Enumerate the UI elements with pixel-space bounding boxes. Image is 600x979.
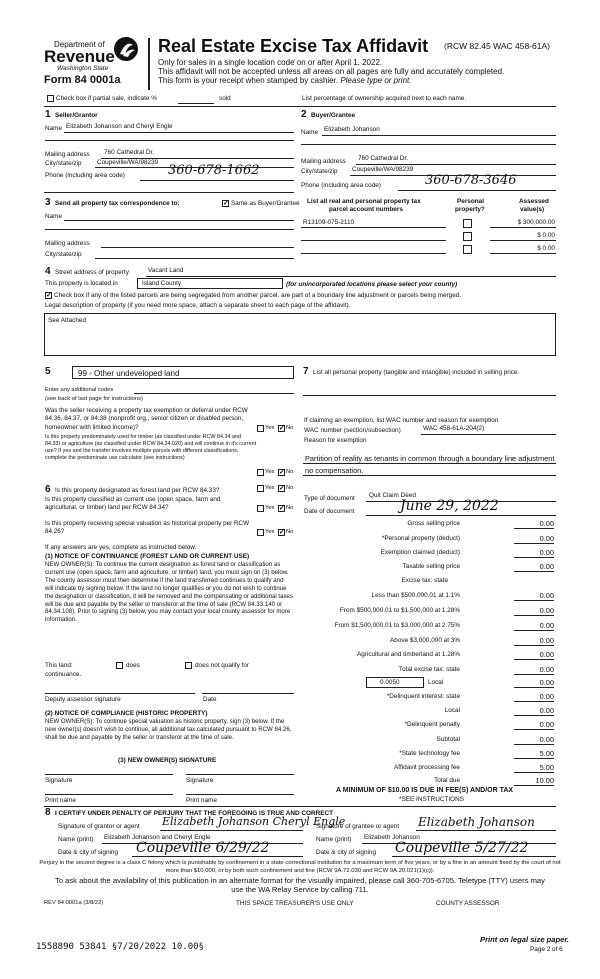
line	[132, 856, 303, 857]
page-number: Page 2 of 6	[530, 946, 563, 953]
dor-logo-icon	[113, 36, 139, 62]
parcel-value-3[interactable]: $ 0.00	[537, 245, 555, 252]
tax-value[interactable]: 5.00	[514, 749, 554, 759]
forest-yes-checkbox[interactable]	[257, 485, 264, 492]
tax-label: *State technology fee	[399, 750, 460, 757]
document-type-label: Type of document	[304, 495, 355, 502]
minimum-notice: A MINIMUM OF $10.00 IS DUE IN FEE(S) AND/OR TAX	[336, 787, 514, 794]
buyer-mail-label: Mailing address	[301, 158, 346, 165]
tax-value[interactable]: 0.00	[514, 548, 554, 558]
revision-label: REV 84 0001a (3/8/22)	[44, 900, 104, 906]
grantee-sig-label: Signature of grantee or agent	[316, 823, 400, 830]
seller-mail-label: Mailing address	[45, 151, 90, 158]
historic-no-checkbox[interactable]: ✓	[279, 529, 285, 536]
corr-name-label: Name	[45, 213, 63, 220]
line	[366, 515, 556, 516]
tax-label: Affidavit processing fee	[394, 764, 460, 771]
wac-label: WAC number (section/subsection)	[304, 427, 401, 434]
line	[490, 227, 556, 228]
grantor-sig-label: Signature of grantor or agent	[58, 823, 140, 830]
segregated-label: Check box if any of the listed parcels are being segregated from another parcel, are part of a boundary line adjustment or parcels being merged.	[54, 292, 462, 299]
line	[140, 180, 294, 181]
section-7-number: 7	[303, 366, 309, 377]
parcel-header-1b: parcel account numbers	[329, 206, 403, 213]
owner-print-field-1[interactable]	[45, 794, 173, 795]
line	[301, 253, 446, 254]
timber-question: Is this property predominately used for timber (as classified under RCW 84.34 and 84.33) or agriculture (as classified under RCW 84.34.020) and will continue in it's current use? If yes and the transfer involves multiple parcels with different classifications, complete the predominate use calculator (see instructions)	[45, 434, 257, 461]
no-label: No	[286, 529, 294, 535]
grantor-date-city[interactable]: Coupeville 6/29/22	[136, 840, 270, 856]
tax-label: Local	[428, 679, 444, 686]
tax-value[interactable]: 0.00	[514, 591, 554, 601]
tax-label: Local	[444, 707, 460, 714]
form-citation: (RCW 82.45 WAC 458-61A)	[444, 41, 550, 51]
buyer-mail[interactable]: 760 Cathedral Dr.	[358, 155, 409, 162]
notice-1-text: NEW OWNER(S): To continue the current designation as forest land or classification as current use (open space, farm and agriculture, or timber) land, you must sign on (3) below. The county assessor must then determine if the land transferred continues to qualify and will indicate by signing below. If the land no longer qualifies or you do not wish to continue the designation or classification, it will be removed and the compensating or additional taxes will be due and payable by the seller or transferor at the time of sale (RCW 84.33.140 or 84.34.108). Prior to signing (3) below, you may contact your local county assessor for more information.	[45, 561, 293, 624]
line	[64, 132, 294, 133]
exemption-question: Was the seller receiving a property tax exemption or deferral under RCW 84.36, 84.37, or 84.38 (nonprofit org., senior citizen or disabled person, homeowner with limited income)?	[45, 407, 248, 431]
current-use-question: Is this property classified as current use (open space, farm and agricultural, or timber) land per RCW 84.34?	[45, 496, 221, 512]
street-label: Street address of property	[55, 269, 129, 276]
exemption-label: If claiming an exemption, list WAC number and reason for exemption	[304, 417, 499, 424]
state-label: Washington State	[57, 65, 109, 72]
line	[416, 830, 556, 831]
buyer-phone[interactable]: 360-678-3646	[425, 173, 517, 188]
parcel-value-1[interactable]: $ 300,000.00	[517, 219, 555, 226]
line	[392, 856, 556, 857]
reason-label: Reason for exemption	[304, 437, 367, 444]
notice-3-title: (3) NEW OWNER(S) SIGNATURE	[118, 757, 217, 764]
section-6-number: 6	[45, 484, 51, 495]
line	[44, 806, 556, 807]
form-number: Form 84 0001a	[44, 74, 121, 86]
tax-label: Subtotal	[436, 736, 460, 743]
line	[44, 192, 294, 193]
seller-mail[interactable]: 760 Cathedral Dr.	[104, 149, 155, 156]
legal-description-value: See Attached	[48, 317, 87, 324]
if-any-yes-note: If any answers are yes, complete as instructed below.	[45, 544, 197, 551]
personal-property-checkbox-1[interactable]	[463, 219, 472, 228]
line	[322, 135, 556, 136]
line	[490, 240, 556, 241]
tax-value[interactable]: 0.00	[514, 678, 554, 688]
deputy-date-label: Date	[203, 696, 217, 703]
line	[303, 475, 556, 476]
yes-label: Yes	[265, 425, 275, 431]
no-label: No	[286, 469, 294, 475]
ownership-note: List percentage of ownership acquired next to each name.	[302, 95, 467, 102]
notice-2-title: (2) NOTICE OF COMPLIANCE (HISTORIC PROPERTY)	[45, 710, 208, 717]
local-rate-field[interactable]	[366, 677, 424, 688]
grantor-date-label: Date & city of signing	[58, 849, 119, 856]
tax-label: *Delinquent penalty	[404, 721, 460, 728]
tax-value[interactable]: 0.00	[514, 735, 554, 745]
same-as-buyer-label: Same as Buyer/Grantee	[231, 200, 300, 207]
legal-description-field[interactable]	[44, 313, 556, 356]
parcel-header-3: Assessed	[519, 198, 549, 205]
corr-mail-label: Mailing address	[45, 240, 90, 247]
section-2-number: 2	[301, 109, 307, 120]
historic-question: Is this property receiving special valuation as historical property per RCW 84.26?	[45, 520, 250, 536]
deputy-signature-label: Deputy assessor signature	[45, 696, 121, 703]
cashier-stamp: 1558890 53841 §7/20/2022 10.00§	[36, 942, 204, 952]
no-label: No	[286, 505, 294, 511]
parcel-header-3b: value(s)	[520, 206, 545, 213]
line	[45, 229, 294, 230]
partial-sale-checkbox[interactable]	[47, 95, 54, 102]
certify-title: I CERTIFY UNDER PENALTY OF PERJURY THAT THE FOREGOING IS TRUE AND CORRECT	[55, 810, 334, 817]
divider	[44, 106, 556, 107]
grantee-print-label: Name (print)	[316, 836, 352, 843]
line	[301, 144, 556, 145]
alternate-format-notice: To ask about the availability of this publication in an alternate format for the visually impaired, please call 360-705-6705. Teletype (TTY) users may use the WA Relay Service by calling 711.	[55, 876, 545, 894]
parcel-header-2: Personal	[457, 198, 484, 205]
line	[64, 220, 294, 221]
tax-value[interactable]: 0.00	[514, 606, 554, 616]
header-line-1: Only for sales in a single location code on or after April 1, 2022.	[158, 58, 383, 67]
local-rate-value: 0.0050	[380, 679, 400, 686]
owner-signature-field-2[interactable]	[186, 774, 294, 775]
tax-label: *Delinquent interest: state	[386, 693, 460, 700]
signature-label: Signature	[186, 777, 214, 784]
line	[421, 434, 556, 435]
line	[303, 463, 556, 464]
county-assessor-label: COUNTY ASSESSOR	[436, 900, 500, 907]
seller-name-label: Name	[45, 125, 63, 132]
grantor-signature[interactable]: Elizabeth Johanson Cheryl Engle	[162, 815, 346, 828]
seller-phone[interactable]: 360-678-1662	[168, 163, 260, 178]
additional-codes-label: Enter any additional codes	[45, 387, 114, 393]
land-use-code-value: 99 - Other undeveloped land	[78, 369, 180, 378]
grantor-print-name[interactable]: Elizabeth Johanson and Cheryl Engle	[104, 834, 211, 841]
section-8-number: 8	[45, 807, 51, 818]
legal-paper-note: Print on legal size paper.	[480, 935, 570, 944]
q2-yes-checkbox[interactable]	[257, 469, 264, 476]
grantee-print-name[interactable]: Elizabeth Johanson	[364, 834, 420, 841]
section-2-title: Buyer/Grantee	[311, 112, 356, 119]
deputy-date-field[interactable]	[202, 693, 294, 694]
exemption-reason[interactable]: Partition of reality as tenants in common through a boundary line adjustment no compensation.	[305, 454, 555, 475]
line	[160, 830, 303, 831]
county-select[interactable]	[137, 278, 283, 289]
current-use-yes-checkbox[interactable]	[257, 505, 264, 512]
tax-label: Gross selling price	[407, 520, 460, 527]
notice-2-text: NEW OWNER(S): To continue special valuation as historic property, sign (3) below. If the new owner(s) doesn't wish to continue, all additional tax calculated pursuant to RCW 84.26, shall be due and payable by the seller or transferor at the time of sale.	[45, 718, 292, 741]
tax-label: Agricultural and timberland at 1.28%	[356, 651, 460, 658]
tax-value[interactable]: 0.00	[514, 534, 554, 544]
personal-property-checkbox-2[interactable]	[463, 232, 472, 241]
treasurer-use-label: THIS SPACE TREASURER'S USE ONLY	[236, 900, 354, 907]
grantee-date-label: Date & city of signing	[316, 849, 377, 856]
land-use-code-select[interactable]	[72, 366, 294, 379]
line	[356, 164, 556, 165]
partial-sale-label: Check box if partial sale, indicate %	[56, 95, 157, 102]
q1-yes-checkbox[interactable]	[257, 425, 264, 432]
tax-value[interactable]: 0.00	[514, 706, 554, 716]
signature-label: Signature	[45, 777, 73, 784]
tax-label: Taxable selling price	[402, 563, 460, 570]
same-as-buyer-checkbox[interactable]: ✓	[223, 200, 229, 207]
continuance-label: continuance.	[45, 671, 82, 678]
document-date-label: Date of document	[304, 508, 355, 515]
tax-value[interactable]: 10.00	[514, 776, 554, 786]
grantor-print-label: Name (print)	[58, 836, 94, 843]
does-not-label: does not qualify for	[195, 662, 249, 669]
grantee-date-city[interactable]: Coupeville 5/27/22	[395, 840, 529, 856]
line	[101, 247, 294, 248]
print-name-label: Print name	[186, 797, 217, 804]
parcel-header-2b: property?	[455, 206, 485, 213]
tax-label: Excise tax: state	[401, 577, 448, 584]
county-value: Island County	[142, 280, 182, 287]
tax-value[interactable]: 0.00	[514, 562, 554, 572]
personal-property-question: List all personal property (tangible and intangible) included in selling price.	[313, 369, 520, 376]
segregated-checkbox[interactable]: ✓	[46, 292, 52, 299]
tax-value[interactable]: 5.00	[514, 763, 554, 773]
tax-value[interactable]: 0.00	[514, 720, 554, 730]
parcel-header-1: List all real and personal property tax	[307, 198, 421, 205]
header-line-3: This form is your receipt when stamped by cashier. Please type or print.	[158, 76, 412, 85]
tax-value[interactable]: 0.00	[514, 692, 554, 702]
parcel-number-1[interactable]: R13109-075-2110	[303, 219, 355, 226]
print-name-label: Print name	[45, 797, 76, 804]
seller-phone-label: Phone (including area code)	[45, 172, 125, 179]
street-address[interactable]: Vacant Land	[148, 267, 184, 274]
tax-label: Less than $500,000.01 at 1.1%	[371, 592, 460, 599]
tax-label: Exemption claimed (deduct)	[380, 549, 460, 556]
line	[146, 276, 556, 277]
tax-value[interactable]: 0.00	[514, 621, 554, 631]
parcel-value-2[interactable]: $ 0.00	[537, 232, 555, 239]
line	[301, 240, 446, 241]
seller-city[interactable]: Coupeville/WA/98239	[97, 159, 159, 166]
line	[303, 395, 556, 396]
notice-1-title: (1) NOTICE OF CONTINUANCE (FOREST LAND OR CURRENT USE)	[45, 553, 250, 560]
tax-value[interactable]: 0.00	[514, 650, 554, 660]
forest-no-checkbox[interactable]: ✓	[279, 485, 285, 492]
tax-label: From $1,500,000.01 to $3,000,000 at 2.75%	[334, 622, 460, 629]
section-1-title: Seller/Grantor	[55, 112, 98, 119]
no-label: No	[286, 425, 294, 431]
does-label: does	[126, 662, 140, 669]
does-not-checkbox[interactable]	[185, 662, 192, 669]
historic-yes-checkbox[interactable]	[257, 529, 264, 536]
document-type[interactable]: Quit Claim Deed	[369, 492, 416, 499]
buyer-phone-label: Phone (including area code)	[301, 182, 381, 189]
section-5-number: 5	[45, 366, 51, 377]
does-checkbox[interactable]	[116, 662, 123, 669]
unincorporated-note: (for unincorporated locations please select your county)	[286, 281, 458, 288]
grantee-signature[interactable]: Elizabeth Johanson	[418, 815, 535, 829]
additional-codes-field[interactable]	[134, 393, 294, 394]
seller-city-label: City/state/zip	[45, 160, 82, 167]
partial-percent-field[interactable]	[178, 103, 214, 104]
tax-value[interactable]: 0.00	[514, 519, 554, 529]
form-title: Real Estate Excise Tax Affidavit	[158, 36, 429, 56]
forest-question: Is this property designated as forest land per RCW 84.33?	[55, 487, 220, 494]
section-1-number: 1	[45, 109, 51, 120]
this-land-label: This land:	[45, 662, 73, 669]
sold-label: sold	[219, 95, 231, 102]
section-3-title: Send all property tax correspondence to:	[55, 200, 180, 207]
legal-description-label: Legal description of property (if you need more space, attach a separate sheet to each page of the affidavit).	[45, 302, 351, 309]
buyer-name-label: Name	[301, 129, 319, 136]
tax-label: Total due	[434, 777, 460, 784]
q2-no-checkbox[interactable]: ✓	[279, 469, 285, 476]
revenue-logo-text: Revenue	[44, 47, 115, 66]
document-date[interactable]: June 29, 2022	[400, 498, 499, 514]
tax-label: Above $3,000,000 at 3%	[390, 637, 460, 644]
perjury-notice: Perjury in the second degree is a class C felony which is punishable by confinement in a state correctional institution for a maximum term of five years, or by a fine in an amount fixed by the court of not more than $10,000, or by both such confinement and fine (RCW 9A.72.030 and RCW 9A.20.021(1)(c)).	[39, 860, 561, 874]
dept-label: Department of	[54, 40, 105, 49]
owner-signature-field-1[interactable]	[45, 774, 173, 775]
owner-print-field-2[interactable]	[186, 794, 294, 795]
buyer-name[interactable]: Elizabeth Johanson	[324, 126, 380, 133]
deputy-signature-field[interactable]	[45, 693, 195, 694]
no-label: No	[286, 485, 294, 491]
buyer-city[interactable]: Coupeville/WA/98239	[352, 166, 414, 173]
line	[95, 258, 294, 259]
corr-city-label: City/state/zip	[45, 251, 82, 258]
line	[490, 253, 556, 254]
tax-label: *Personal property (deduct)	[381, 535, 460, 542]
buyer-city-label: City/state/zip	[301, 168, 338, 175]
tax-value[interactable]: 0.00	[514, 636, 554, 646]
current-use-no-checkbox[interactable]: ✓	[279, 505, 285, 512]
seller-name[interactable]: Elizabeth Johanson and Cheryl Engle	[66, 123, 173, 130]
tax-value[interactable]: 0.00	[514, 665, 554, 675]
header-divider	[148, 38, 150, 90]
yes-label: Yes	[265, 485, 275, 491]
see-instructions-note: (see back of last page for instructions)	[45, 396, 143, 402]
yes-label: Yes	[265, 505, 275, 511]
located-in-label: This property is located in	[45, 280, 118, 287]
tax-label: Total excise tax: state	[398, 666, 460, 673]
line	[398, 190, 556, 191]
personal-property-checkbox-3[interactable]	[463, 245, 472, 254]
section-4-number: 4	[45, 266, 51, 277]
yes-label: Yes	[265, 529, 275, 535]
line	[45, 140, 294, 141]
yes-label: Yes	[265, 469, 275, 475]
wac-number[interactable]: WAC 458-61A-204(2)	[423, 425, 485, 432]
header-line-2: This affidavit will not be accepted unless all areas on all pages are fully and accurately completed.	[158, 67, 505, 76]
line	[301, 227, 446, 228]
q1-no-checkbox[interactable]: ✓	[279, 425, 285, 432]
see-instructions: *SEE INSTRUCTIONS	[399, 796, 464, 803]
tax-label: From $500,000.01 to $1,500,000 at 1.28%	[339, 607, 460, 614]
section-3-number: 3	[45, 197, 51, 208]
